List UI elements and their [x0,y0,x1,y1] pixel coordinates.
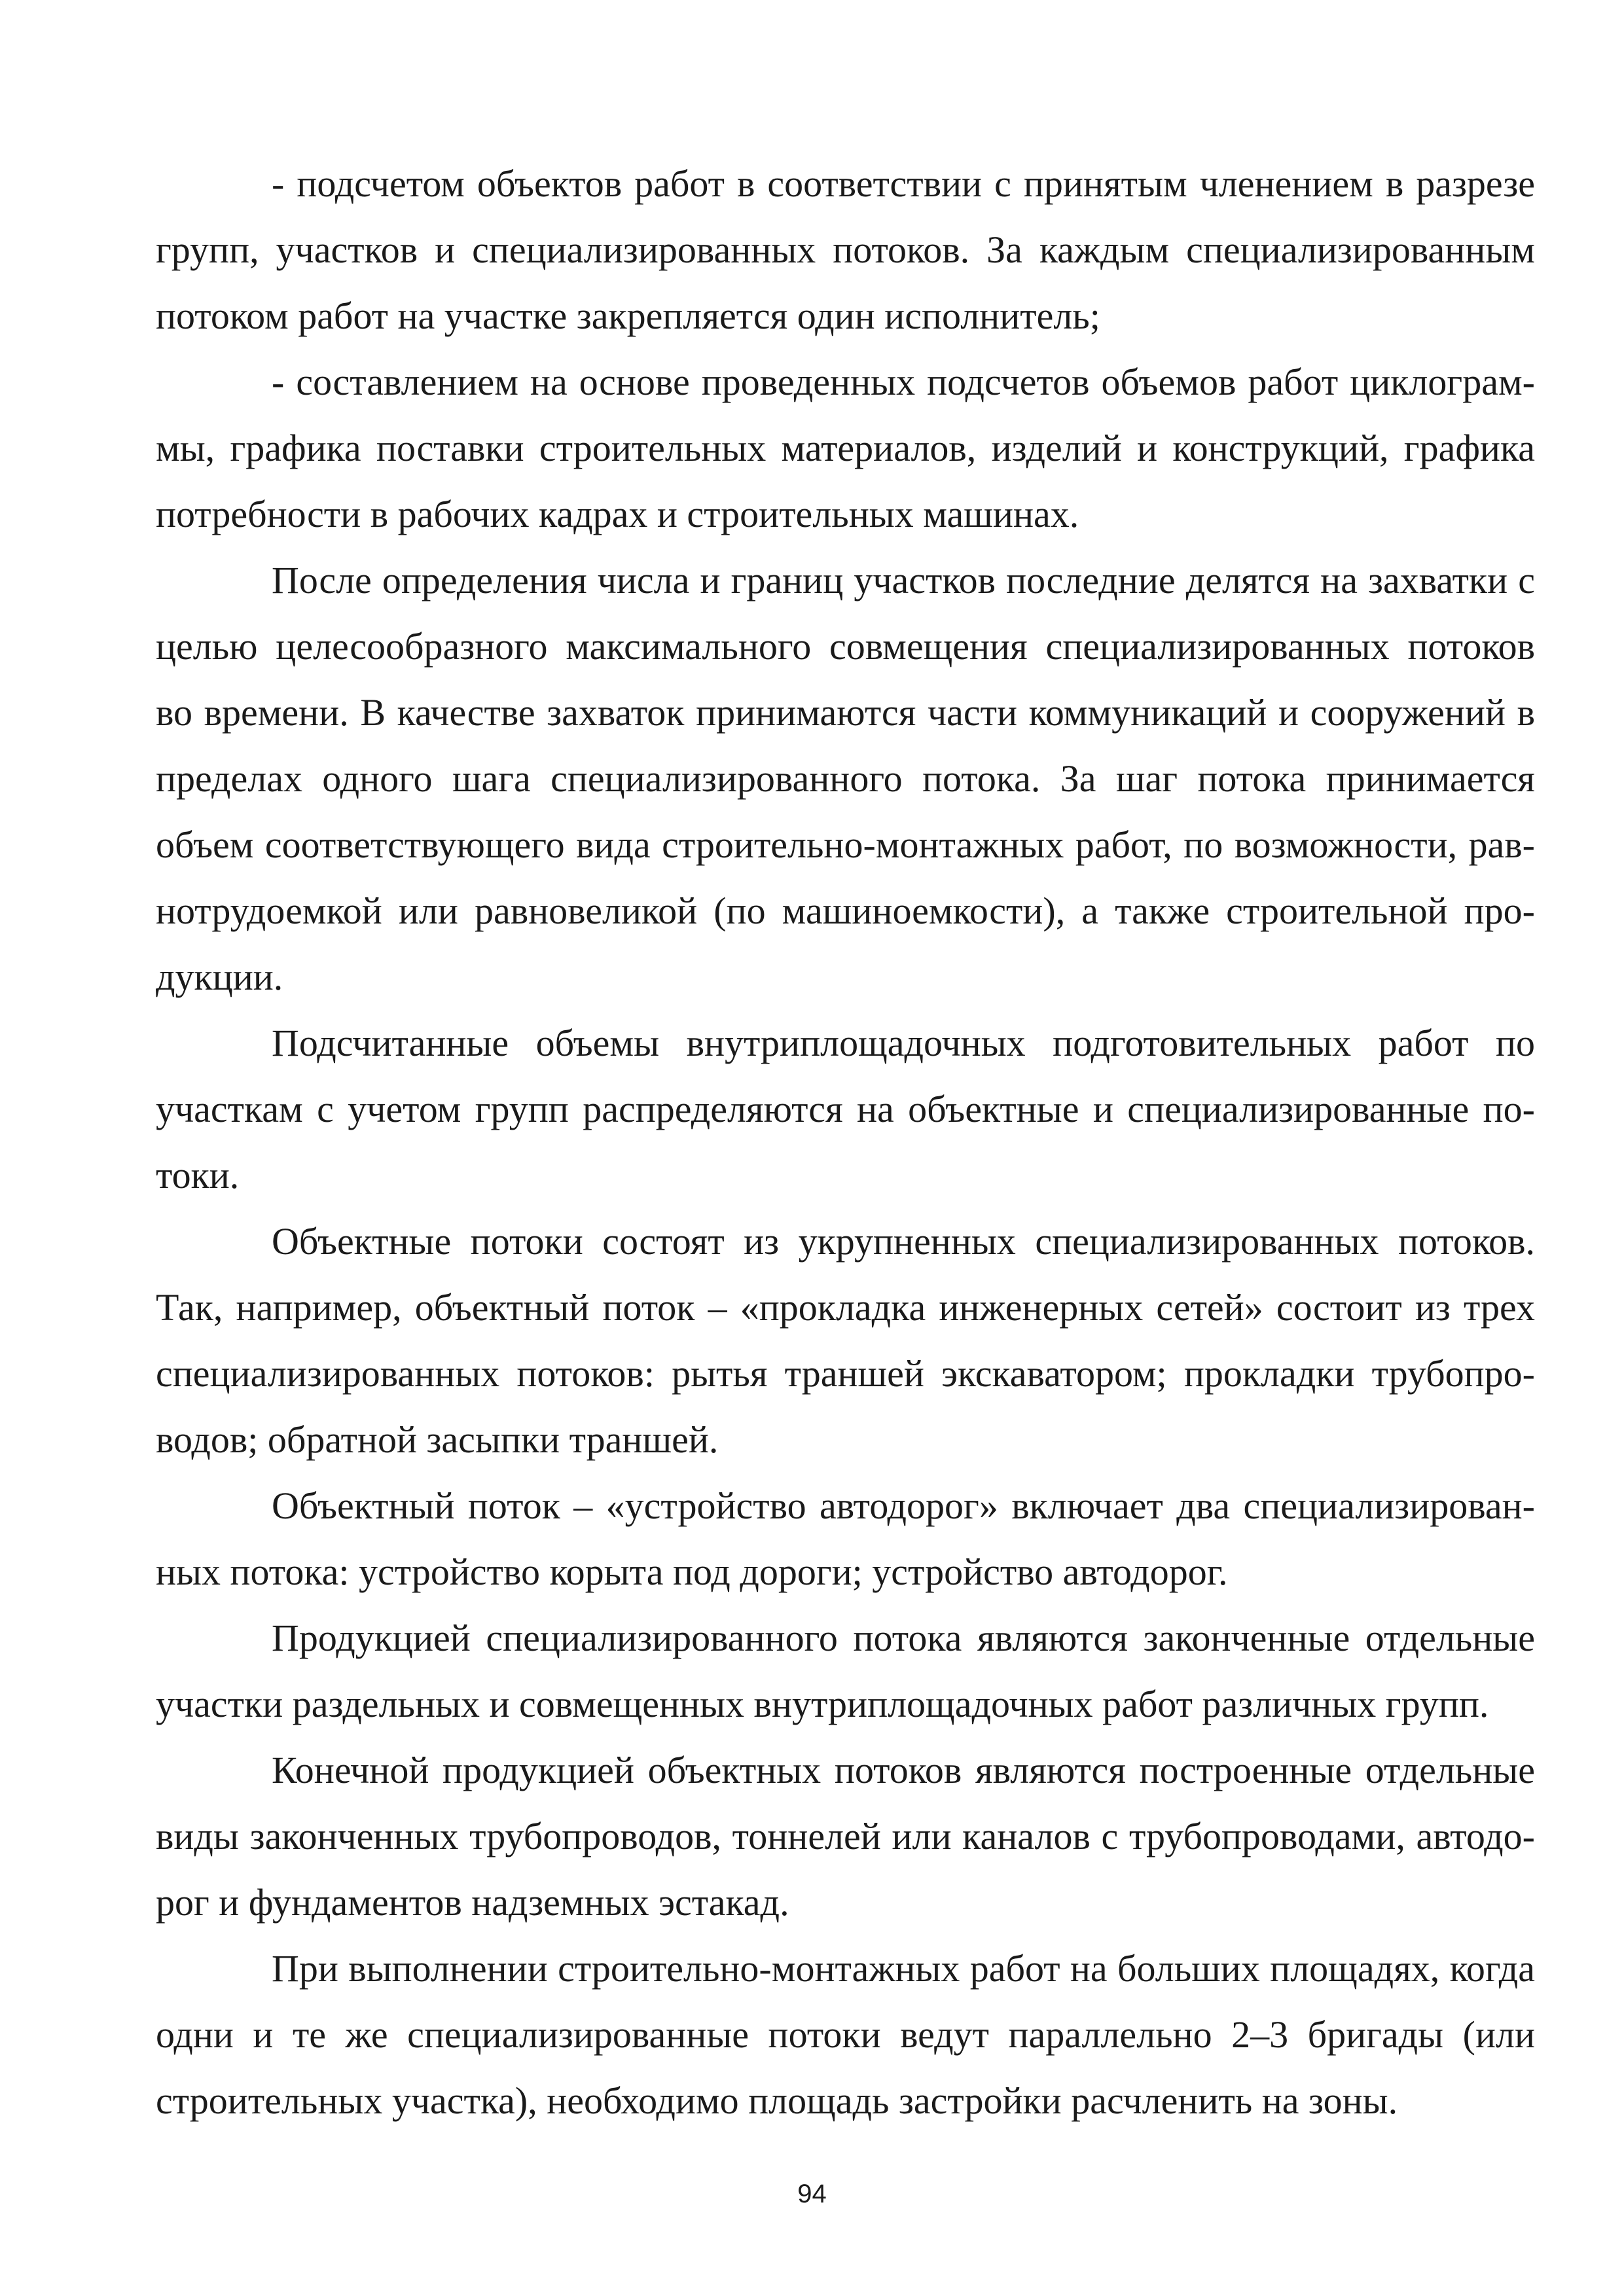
body-text [156,151,1535,2134]
paragraph-4: Подсчитанные объемы внутриплощадочных подготовительных работ по участкам с учетом групп распределяются на объектные и специализированные потоки. [156,1022,1535,1196]
paragraph-7: Продукцией специализированного потока являются законченные отдельные участки раздельных и совмещенных внутриплощадочных работ различных групп. [156,1617,1535,1725]
page-number: 94 [797,2179,827,2208]
paragraph-5: Объектные потоки состоят из укрупненных специализированных потоков. Так, например, объектный поток – «прокладка инженерных сетей» состоит из трех специализированных потоков: рытья траншей экскаватором; прокладки трубопроводов; обратной засыпки траншей. [156,1220,1535,1461]
paragraph-2: - составлением на основе проведенных подсчетов объемов работ циклограммы, графика поставки строительных материалов, изделий и конструкций, графика потребности в рабочих кадрах и строительных машинах. [156,361,1535,535]
paragraph-1: - подсчетом объектов работ в соответствии с принятым членением в разрезе групп, участков и специализированных потоков. За каждым специализированным потоком работ на участке закрепляется один исполнитель; [156,162,1535,337]
paragraph-8: Конечной продукцией объектных потоков являются построенные отдельные виды законченных трубопроводов, тоннелей или каналов с трубопроводами, автодорог и фундаментов надземных эстакад. [156,1749,1535,1924]
paragraph-6: Объектный поток – «устройство автодорог» включает два специализированных потока: устройство корыта под дороги; устройство автодорог. [156,1484,1535,1593]
paragraph-9: При выполнении строительно-монтажных работ на больших площадях, когда одни и те же специализированные потоки ведут параллельно 2–3 бригады (или строительных участка), необходимо площадь застройки расчленить на зоны. [156,1947,1535,2122]
paragraph-3: После определения числа и границ участков последние делятся на захватки с целью целесообразного максимального совмещения специализированных потоков во времени. В качестве захваток принимаются части коммуникаций и сооружений в пределах одного шага специализированного потока. За шаг потока принимается объем соответствующего вида строительно-монтажных работ, по возможности, равнотрудоемкой или равновеликой (по машиноемкости), а также строительной продукции. [156,559,1535,998]
